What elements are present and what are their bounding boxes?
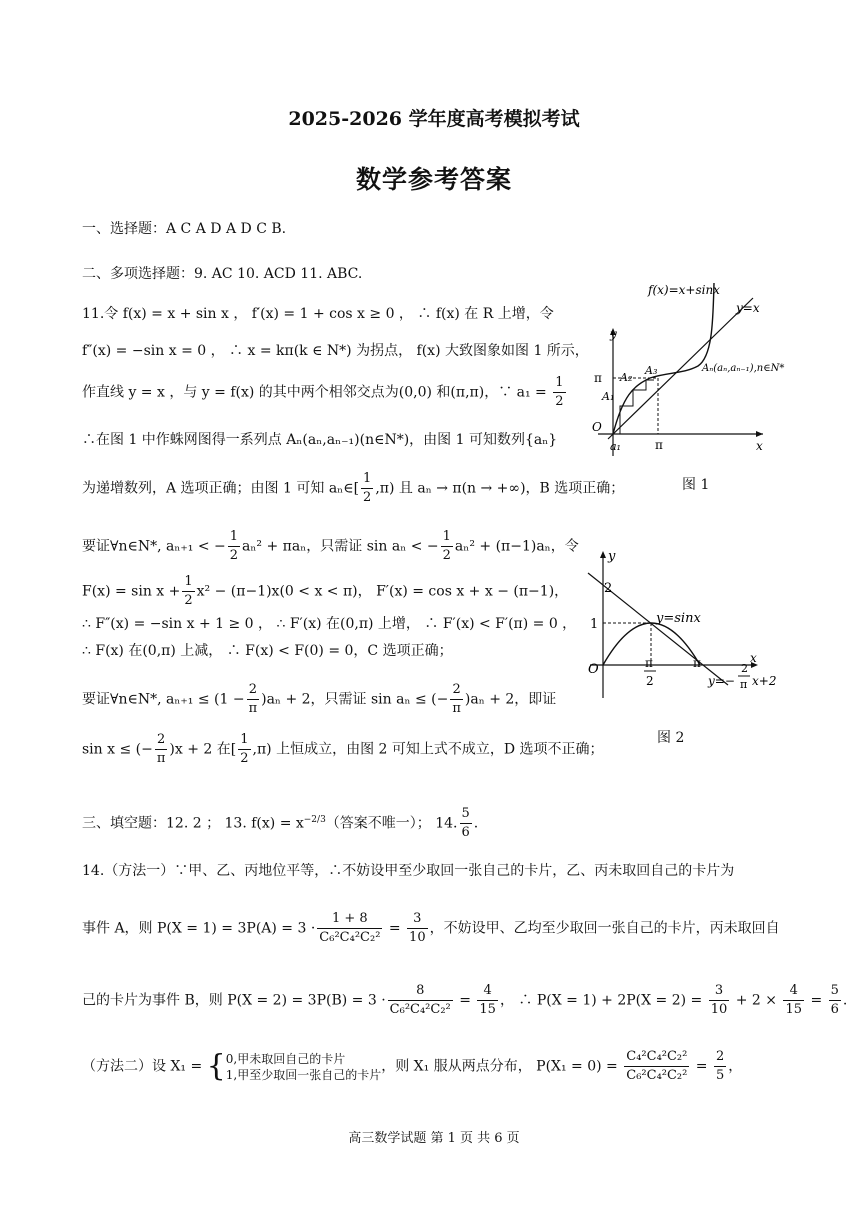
fig2-line-frac-den: π xyxy=(740,678,748,691)
q14-line-2-text-a: 事件 A，则 P(X = 1) = 3P(A) = 3 · xyxy=(82,920,316,937)
q11-line-10-text-b: )aₙ + 2，只需证 sin aₙ ≤ (− xyxy=(261,691,449,708)
frac-den: C₆²C₄²C₂² xyxy=(319,930,381,945)
fig1-A2-label: A₂ xyxy=(620,371,633,384)
q11-line-3 xyxy=(82,374,568,411)
fraction-half xyxy=(361,470,373,507)
frac-num: 4 xyxy=(477,982,498,1001)
fig1-origin-label: O xyxy=(592,420,602,434)
frac-num: 2 xyxy=(155,731,168,750)
frac-num: 4 xyxy=(783,982,804,1001)
fraction-prob-a xyxy=(317,910,382,947)
frac-den: C₆²C₄²C₂² xyxy=(389,1002,451,1017)
frac-num: 3 xyxy=(407,910,428,929)
frac-den: C₆²C₄²C₂² xyxy=(626,1068,688,1083)
fill-in-exponent: −2/3 xyxy=(303,814,326,825)
page-footer: 高三数学试题 第 1 页 共 6 页 xyxy=(348,1131,520,1146)
fig2-line-frac-num: 2 xyxy=(741,662,748,675)
fig2-y-label: y xyxy=(608,549,616,564)
fig2-half-pi-num: π xyxy=(645,656,653,670)
fig2-origin-label: O xyxy=(588,662,599,677)
q11-line-11 xyxy=(82,731,604,768)
frac-den: π xyxy=(156,751,166,766)
fig1-a1-label: a₁ xyxy=(610,440,621,453)
q14-method-2-end: ， xyxy=(728,1058,743,1075)
cases-block xyxy=(226,1051,381,1083)
q11-line-5-text-b: ,π) 且 aₙ → π(n → +∞)，B 选项正确； xyxy=(375,480,625,497)
fig2-y-arrow xyxy=(600,551,606,558)
q14-line-2-text-b: ，不妨设甲、乙均至少取回一张自己的卡片，丙未取回自 xyxy=(429,920,780,937)
fraction-five-sixths xyxy=(460,805,472,842)
frac-den: 15 xyxy=(785,1002,802,1017)
fig1-x-label: x xyxy=(756,439,763,453)
fig1-pi-y-label: π xyxy=(594,371,602,385)
frac-num: 2 xyxy=(714,1048,726,1067)
q14-line-3-end: . xyxy=(842,992,848,1009)
fig2-half-pi-den: 2 xyxy=(646,674,654,688)
q14-method-2-text-b: ，则 X₁ 服从两点分布， P(X₁ = 0) = xyxy=(381,1058,623,1075)
q11-line-11-text-c: ,π) 上恒成立，由图 2 可知上式不成立，D 选项不正确； xyxy=(252,741,604,758)
fraction-prob-x1-zero xyxy=(624,1048,689,1085)
section-multiple-choice: 二、多项选择题：9. AC 10. ACD 11. ABC. xyxy=(82,266,363,282)
frac-den: 10 xyxy=(710,1002,728,1017)
fraction-four-fifteenths xyxy=(783,982,804,1019)
figure-2-caption: 图 2 xyxy=(657,730,685,746)
q11-line-11-text-a: sin x ≤ (− xyxy=(82,741,153,758)
frac-num: 2 xyxy=(450,681,463,700)
fig2-line-label-a: y=− xyxy=(708,674,735,688)
figure-1-caption: 图 1 xyxy=(682,477,710,493)
frac-num: 2 xyxy=(247,681,260,700)
frac-den: 10 xyxy=(409,930,426,945)
frac-num: 5 xyxy=(460,805,472,824)
fraction-two-over-pi xyxy=(450,681,463,718)
q11-line-9: ∴ F(x) 在(0,π) 上减， ∴ F(x) < F(0) = 0，C 选项正确； xyxy=(82,643,453,659)
q11-line-10 xyxy=(82,681,556,718)
fraction-half xyxy=(441,528,453,565)
frac-num: 1 xyxy=(182,573,194,592)
fig1-pi-x-label: π xyxy=(655,438,663,452)
q14-line-3-text-b: ， ∴ P(X = 1) + 2P(X = 2) = xyxy=(499,992,707,1009)
q11-line-6-text-c: aₙ² + (π−1)aₙ，令 xyxy=(454,538,579,555)
page-subtitle: 数学参考答案 xyxy=(355,165,512,194)
frac-num: 1 xyxy=(553,374,565,393)
fig2-two-label: 2 xyxy=(604,581,613,596)
frac-num: 3 xyxy=(709,982,730,1001)
q14-line-3-text-a: 己的卡片为事件 B，则 P(X = 2) = 3P(B) = 3 · xyxy=(82,992,386,1009)
q11-line-1: 11.令 f(x) = x + sin x ， f′(x) = 1 + cos x ≥ 0 ， ∴ f(x) 在 R 上增，令 xyxy=(82,306,554,322)
frac-den: 6 xyxy=(461,825,470,840)
fraction-prob-b xyxy=(388,982,453,1019)
frac-den: 2 xyxy=(555,394,564,409)
page-title: 2025-2026 学年度高考模拟考试 xyxy=(288,108,580,130)
equals-sign: = xyxy=(691,1058,712,1075)
frac-num: 1 xyxy=(441,528,453,547)
fraction-two-fifths xyxy=(714,1048,726,1085)
q11-line-4: ∴在图 1 中作蛛网图得一系列点 Aₙ(aₙ,aₙ₋₁)(n∈N*)，由图 1 可知数列{aₙ} xyxy=(82,432,558,448)
frac-num: 1 xyxy=(361,470,373,489)
q11-line-7-text-b: x² − (π−1)x(0 < x < π)， F′(x) = cos x + x − (π−1)， xyxy=(196,583,569,600)
q11-line-5 xyxy=(82,470,624,507)
fig1-cobweb xyxy=(620,380,654,434)
q14-method-2 xyxy=(82,1048,742,1085)
fig2-sin-label: y=sinx xyxy=(656,611,701,626)
fraction-two-over-pi xyxy=(155,731,168,768)
fig1-curve xyxy=(613,283,714,434)
frac-num: 1 xyxy=(238,731,250,750)
fraction-two-over-pi xyxy=(247,681,260,718)
q11-line-5-text-a: 为递增数列，A 选项正确；由图 1 可知 aₙ∈[ xyxy=(82,480,360,497)
frac-num: C₄²C₄²C₂² xyxy=(624,1048,689,1067)
fraction-half xyxy=(553,374,565,411)
case-2: 1,甲至少取回一张自己的卡片 xyxy=(225,1067,382,1082)
q14-line-3-text-c: + 2 × xyxy=(731,992,782,1009)
fig2-one-label: 1 xyxy=(590,617,599,632)
q14-line-3 xyxy=(82,982,847,1019)
equals-sign: = xyxy=(384,920,406,937)
q11-line-6-text-b: aₙ² + πaₙ，只需证 sin aₙ < − xyxy=(242,538,439,555)
fill-in-text-a: 三、填空题：12. 2 ； 13. f(x) = x xyxy=(82,815,304,832)
fig1-A3-label: A₃ xyxy=(645,364,658,377)
fraction-half xyxy=(238,731,250,768)
q11-line-2: f″(x) = −sin x = 0 ， ∴ x = kπ(k ∈ N*) 为拐点， f(x) 大致图象如图 1 所示， xyxy=(82,343,589,359)
fraction-four-fifteenths xyxy=(477,982,498,1019)
frac-den: π xyxy=(452,701,461,716)
frac-num: 1 xyxy=(228,528,240,547)
fraction-five-sixths xyxy=(829,982,841,1019)
frac-den: 2 xyxy=(363,490,372,505)
q11-line-8: ∴ F″(x) = −sin x + 1 ≥ 0 ， ∴ F′(x) 在(0,π) 上增， ∴ F′(x) < F′(π) = 0 ， xyxy=(82,616,577,632)
equals-sign: = xyxy=(454,992,476,1009)
fill-in-end: . xyxy=(473,815,479,832)
q11-line-3-text: 作直线 y = x ，与 y = f(x) 的其中两个相邻交点为(0,0) 和(π,π)，∵ a₁ = xyxy=(82,384,552,401)
fraction-half xyxy=(228,528,240,565)
q14-line-1: 14.（方法一）∵甲、乙、丙地位平等，∴不妨设甲至少取回一张自己的卡片，乙、丙未取回自己的卡片为 xyxy=(82,863,735,879)
q11-line-6-text-a: 要证∀n∈N*, aₙ₊₁ < − xyxy=(82,538,226,555)
figure-2 xyxy=(568,540,800,710)
q11-line-6 xyxy=(82,528,579,565)
fig1-point-label: Aₙ(aₙ,aₙ₋₁),n∈N* xyxy=(702,363,785,374)
fill-in-text-b: （答案不唯一）； 14. xyxy=(325,815,458,832)
fraction-three-tenths xyxy=(407,910,428,947)
q11-line-7-text-a: F(x) = sin x + xyxy=(82,583,181,600)
q11-line-10-text-a: 要证∀n∈N*, aₙ₊₁ ≤ (1 − xyxy=(82,691,245,708)
case-1: 0,甲未取回自己的卡片 xyxy=(225,1051,346,1066)
fraction-half xyxy=(182,573,194,610)
fig1-A1-label: A₁ xyxy=(602,390,615,403)
equals-sign: = xyxy=(806,992,827,1009)
section-single-choice: 一、选择题：A C A D A D C B. xyxy=(82,221,287,237)
frac-num: 1 + 8 xyxy=(317,910,382,929)
frac-num: 8 xyxy=(388,982,453,1001)
fig1-line-label: y=x xyxy=(736,301,760,315)
frac-den: 2 xyxy=(184,593,193,608)
frac-den: 5 xyxy=(716,1068,725,1083)
fig1-x-arrow xyxy=(756,431,763,437)
fig2-x-label: x xyxy=(750,651,757,665)
frac-den: 2 xyxy=(240,751,249,766)
fig2-line-label-b: x+2 xyxy=(752,674,777,688)
q11-line-11-text-b: )x + 2 在[ xyxy=(169,741,237,758)
figure-1 xyxy=(578,278,800,458)
fraction-three-tenths xyxy=(709,982,730,1019)
frac-num: 5 xyxy=(829,982,841,1001)
q14-line-2 xyxy=(82,910,780,947)
left-brace: { xyxy=(206,1048,226,1084)
q11-line-10-text-c: )aₙ + 2，即证 xyxy=(464,691,557,708)
fig1-curve-label: f(x)=x+sinx xyxy=(648,283,720,297)
frac-den: π xyxy=(248,701,258,716)
frac-den: 2 xyxy=(229,548,239,563)
section-fill-in xyxy=(82,805,478,842)
q14-method-2-text-a: （方法二）设 X₁ = xyxy=(82,1058,207,1075)
frac-den: 2 xyxy=(442,548,451,563)
q11-line-7 xyxy=(82,573,568,610)
fig2-pi-label: π xyxy=(693,656,701,670)
frac-den: 15 xyxy=(479,1002,496,1017)
fig1-y-label: y xyxy=(610,327,617,341)
frac-den: 6 xyxy=(830,1002,839,1017)
